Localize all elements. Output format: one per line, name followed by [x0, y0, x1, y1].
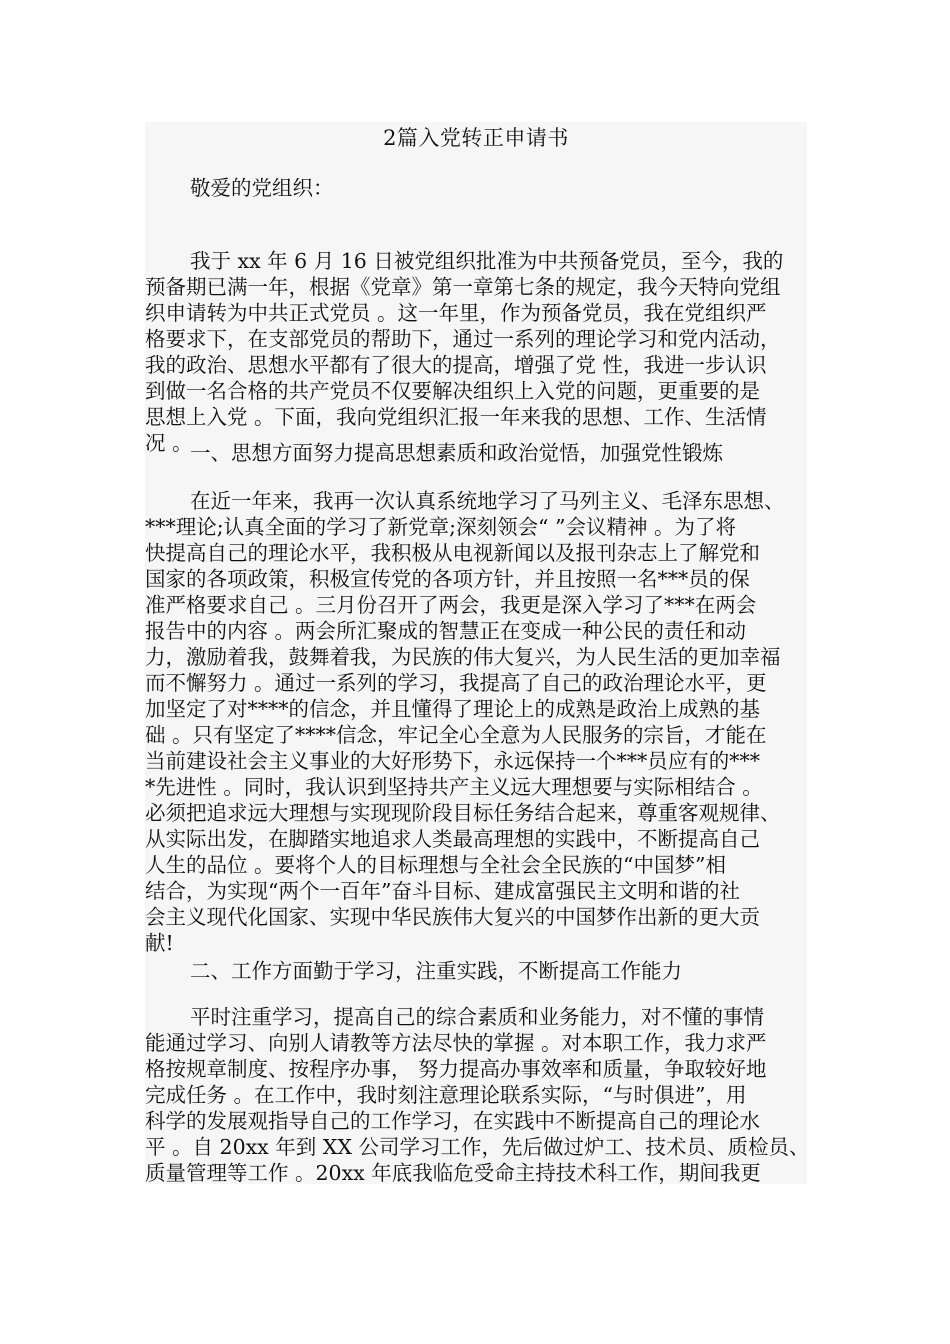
paragraph-line: 国家的各项政策，积极宣传党的各项方针，并且按照一名***员的保 [145, 567, 750, 591]
paragraph-line: 献! [145, 931, 174, 955]
paragraph-line: 力，激励着我，鼓舞着我，为民族的伟大复兴，为人民生活的更加幸福 [145, 645, 781, 669]
paragraph-line: 而不懈努力 。通过一系列的学习，我提高了自己的政治理论水平，更 [145, 671, 767, 695]
section-heading: 一、思想方面努力提高思想素质和政治觉悟，加强党性锻炼 [190, 441, 723, 465]
section-heading: 二、工作方面勤于学习，注重实践，不断提高工作能力 [190, 959, 682, 983]
paragraph-line: 我于 xx 年 6 月 16 日被党组织批准为中共预备党员，至今，我的 [190, 249, 784, 273]
paragraph-line: ***理论;认真全面的学习了新党章;深刻领会“ ”会议精神 。为了将 [145, 515, 737, 539]
paragraph-line: 格按规章制度、按程序办事， 努力提高办事效率和质量，争取较好地 [145, 1057, 767, 1081]
paragraph-line: 织申请转为中共正式党员 。这一年里，作为预备党员，我在党组织严 [145, 301, 767, 325]
paragraph-line: 完成任务 。在工作中，我时刻注意理论联系实际，“与时俱进”，用 [145, 1083, 747, 1107]
paragraph-line: 质量管理等工作 。20xx 年底我临危受命主持技术科工作，期间我更 [145, 1161, 761, 1185]
paragraph-line: 准严格要求自己 。三月份召开了两会，我更是深入学习了***在两会 [145, 593, 757, 617]
paragraph-line: 会主义现代化国家、实现中华民族伟大复兴的中国梦作出新的更大贡 [145, 905, 760, 929]
paragraph-line: 从实际出发，在脚踏实地追求人类最高理想的实践中，不断提高自己 [145, 827, 760, 851]
paragraph-line: 平时注重学习，提高自己的综合素质和业务能力，对不懂的事情 [190, 1005, 764, 1029]
document-title: 2篇入党转正申请书 [383, 126, 569, 150]
paragraph-line: *先进性 。同时，我认识到坚持共产主义远大理想要与实际相结合 。 [145, 775, 763, 799]
paragraph-line: 我的政治、思想水平都有了很大的提高，增强了党 性，我进一步认识 [145, 353, 767, 377]
paragraph-line: 况 。 [145, 431, 193, 455]
paragraph-line: 加坚定了对****的信念，并且懂得了理论上的成熟是政治上成熟的基 [145, 697, 760, 721]
paragraph-line: 科学的发展观指导自己的工作学习，在实践中不断提高自己的理论水 [145, 1109, 760, 1133]
paragraph-line: 快提高自己的理论水平，我积极从电视新闻以及报刊杂志上了解党和 [145, 541, 760, 565]
paragraph-line: 当前建设社会主义事业的大好形势下，永远保持一个***员应有的*** [145, 749, 760, 773]
paragraph-line: 思想上入党 。下面，我向党组织汇报一年来我的思想、工作、生活情 [145, 405, 767, 429]
paragraph-line: 到做一名合格的共产党员不仅要解决组织上入党的问题，更重要的是 [145, 379, 760, 403]
paragraph-line: 预备期已满一年，根据《党章》第一章第七条的规定，我今天特向党组 [145, 275, 781, 299]
paragraph-line: 在近一年来，我再一次认真系统地学习了马列主义、毛泽东思想、 [190, 489, 785, 513]
paragraph-line: 报告中的内容 。两会所汇聚成的智慧正在变成一种公民的责任和动 [145, 619, 747, 643]
paragraph-line: 础 。只有坚定了****信念，牢记全心全意为人民服务的宗旨，才能在 [145, 723, 767, 747]
paragraph-line: 能通过学习、向别人请教等方法尽快的掌握 。对本职工作，我力求严 [145, 1031, 767, 1055]
salutation: 敬爱的党组织： [190, 176, 334, 200]
paragraph-line: 格要求下，在支部党员的帮助下，通过一系列的理论学习和党内活动， [145, 327, 781, 351]
paragraph-line: 平 。自 20xx 年到 XX 公司学习工作，先后做过炉工、技术员、质检员、 [145, 1135, 810, 1159]
paragraph-line: 结合，为实现“两个一百年”奋斗目标、建成富强民主文明和谐的社 [145, 879, 740, 903]
paragraph-line: 必须把追求远大理想与实现现阶段目标任务结合起来，尊重客观规律、 [145, 801, 781, 825]
paragraph-line: 人生的品位 。要将个人的目标理想与全社会全民族的“中国梦”相 [145, 853, 726, 877]
